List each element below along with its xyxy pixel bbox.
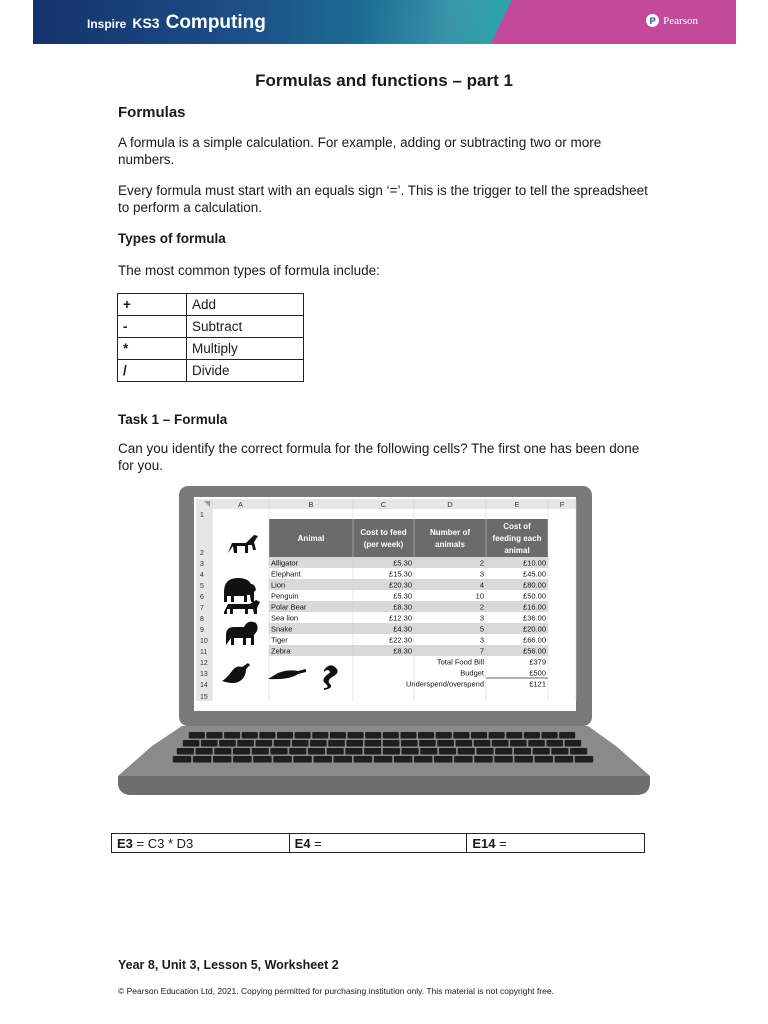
keyboard-key (437, 740, 454, 747)
task-instructions: Can you identify the correct formula for the following cells? The first one has been done for you. (118, 441, 640, 473)
keyboard-key (312, 732, 328, 739)
cost-to-feed: £5.30 (393, 558, 412, 568)
row-number: 6 (200, 594, 204, 601)
keyboard-key (365, 740, 382, 747)
keyboard-key (494, 756, 512, 763)
row-number: 3 (200, 561, 204, 568)
row-number: 8 (200, 616, 204, 623)
keyboard-key (364, 748, 381, 755)
keyboard-key (253, 756, 271, 763)
answers-table (111, 833, 645, 853)
keyboard-key (492, 740, 509, 747)
sheet-header-text: feeding each (492, 534, 542, 543)
row-number: 2 (200, 550, 204, 557)
keyboard-key (256, 740, 273, 747)
keyboard-key (514, 748, 531, 755)
row-number: 13 (200, 671, 208, 678)
keyboard-key (295, 732, 311, 739)
answer-cell-ref: E14 (472, 835, 496, 851)
keyboard-key (402, 748, 419, 755)
copyright-notice: © Pearson Education Ltd, 2021. Copying permitted for purchasing institution only. This material is not copyright free. (118, 986, 554, 996)
keyboard-key (183, 740, 200, 747)
answer-cell-ref: E4 (294, 835, 311, 851)
publisher-name: Pearson (663, 14, 698, 27)
row-number: 4 (200, 572, 204, 579)
keyboard-key (474, 740, 491, 747)
answer-formula: = (310, 835, 322, 851)
feeding-cost: £45.00 (523, 569, 546, 579)
row-number: 10 (200, 638, 208, 645)
types-heading: Types of formula (118, 231, 226, 246)
keyboard-key (189, 732, 205, 739)
animal-name: Snake (271, 624, 293, 634)
keyboard-key (354, 756, 372, 763)
column-letter: D (447, 500, 453, 509)
operator-symbol: / (118, 360, 187, 382)
brand-inspire: Inspire (87, 17, 127, 31)
keyboard-key (533, 748, 550, 755)
operator-symbol: - (118, 316, 187, 338)
keyboard-key (565, 740, 582, 747)
keyboard-key (219, 740, 236, 747)
operator-name: Subtract (187, 316, 304, 338)
keyboard-key (270, 748, 287, 755)
keyboard-key (328, 740, 345, 747)
keyboard-key (555, 756, 573, 763)
answer-cell[interactable] (289, 834, 467, 853)
keyboard-key (546, 740, 563, 747)
keyboard-key (458, 748, 475, 755)
keyboard-key (233, 748, 250, 755)
page-title: Formulas and functions – part 1 (255, 71, 513, 90)
keyboard-key (420, 748, 437, 755)
keyboard-key (394, 756, 412, 763)
keyboard-key (277, 732, 293, 739)
cost-to-feed: £15.30 (389, 569, 412, 579)
sheet-header-text: animal (504, 546, 530, 555)
laptop-illustration (116, 484, 652, 798)
animal-count: 10 (475, 591, 484, 601)
row-number: 5 (200, 583, 204, 590)
laptop-base-edge (118, 776, 650, 795)
banner-pink-panel (491, 0, 736, 44)
table-row (118, 316, 304, 338)
cost-to-feed: £22.30 (389, 635, 412, 645)
keyboard-key (374, 756, 392, 763)
cost-to-feed: £20.30 (389, 580, 412, 590)
keyboard-key (213, 756, 231, 763)
keyboard-key (514, 756, 532, 763)
keyboard-key (293, 756, 311, 763)
animal-count: 3 (479, 635, 484, 645)
total-value: £121 (529, 679, 546, 689)
keyboard-key (346, 740, 363, 747)
keyboard-key (418, 732, 434, 739)
animal-count: 4 (479, 580, 484, 590)
keyboard-key (474, 756, 492, 763)
table-row (118, 338, 304, 360)
animal-name: Zebra (271, 646, 291, 656)
operator-name: Multiply (187, 338, 304, 360)
keyboard-key (489, 732, 505, 739)
operator-symbol: * (118, 338, 187, 360)
answer-formula: = C3 * D3 (132, 835, 194, 851)
table-row (112, 834, 645, 853)
row-number: 15 (200, 694, 208, 701)
keyboard-key (436, 732, 452, 739)
keyboard-key (259, 732, 275, 739)
keyboard-key (252, 748, 269, 755)
keyboard-key (273, 756, 291, 763)
keyboard-key (542, 732, 558, 739)
equals-paragraph: Every formula must start with an equals sign ‘=’. This is the trigger to tell the spreadsheet to perform a calculation. (118, 183, 648, 215)
keyboard-key (570, 748, 587, 755)
sheet-header-text: Cost of (503, 522, 531, 531)
keyboard-key (365, 732, 381, 739)
keyboard-key (456, 740, 473, 747)
keyboard-key (575, 756, 593, 763)
animal-name: Tiger (271, 635, 288, 645)
keyboard-key (330, 732, 346, 739)
keyboard-key (348, 732, 364, 739)
animal-name: Polar Bear (271, 602, 307, 612)
pearson-icon: P (646, 14, 659, 27)
keyboard-key (471, 732, 487, 739)
keyboard-key (201, 740, 218, 747)
keyboard-key (237, 740, 254, 747)
feeding-cost: £20.00 (523, 624, 546, 634)
operator-name: Divide (187, 360, 304, 382)
operator-name: Add (187, 294, 304, 316)
keyboard-key (551, 748, 568, 755)
total-label: Underspend/overspend (406, 679, 484, 689)
column-letter: A (237, 500, 244, 509)
operator-symbol: + (118, 294, 187, 316)
total-value: £500 (529, 668, 546, 678)
keyboard-key (345, 748, 362, 755)
keyboard-key (528, 740, 545, 747)
column-letter: B (308, 500, 314, 509)
animal-name: Sea lion (271, 613, 299, 623)
keyboard-key (383, 732, 399, 739)
feeding-cost: £56.00 (523, 646, 546, 656)
animal-count: 5 (479, 624, 484, 634)
cost-to-feed: £8.30 (393, 602, 412, 612)
keyboard-key (274, 740, 291, 747)
task-heading: Task 1 – Formula (118, 412, 228, 427)
feeding-cost: £80.00 (523, 580, 546, 590)
animal-name: Lion (271, 580, 286, 590)
keyboard-key (506, 732, 522, 739)
column-letter: E (514, 500, 520, 509)
keyboard-key (495, 748, 512, 755)
animal-name: Penguin (271, 591, 299, 601)
table-row (118, 360, 304, 382)
keyboard-key (439, 748, 456, 755)
section-heading: Formulas (118, 104, 186, 121)
keyboard-key (327, 748, 344, 755)
keyboard-key (196, 748, 213, 755)
keyboard-key (476, 748, 493, 755)
operators-table (117, 293, 304, 382)
keyboard-key (559, 732, 575, 739)
feeding-cost: £16.00 (523, 602, 546, 612)
total-label: Total Food Bill (436, 657, 484, 667)
row-number: 12 (200, 660, 208, 667)
keyboard-key (454, 756, 472, 763)
keyboard-key (233, 756, 251, 763)
sheet-header-text: Cost to feed (360, 528, 407, 537)
animal-count: 2 (479, 558, 484, 568)
feeding-cost: £10.00 (523, 558, 546, 568)
keyboard-key (334, 756, 352, 763)
brand-subject: Computing (165, 12, 266, 33)
column-letter: F (559, 500, 565, 509)
animal-name: Elephant (271, 569, 301, 579)
animal-count: 7 (479, 646, 484, 656)
intro-paragraph: A formula is a simple calculation. For example, adding or subtracting two or more numbers. (118, 135, 602, 167)
brand-logo (87, 12, 266, 34)
keyboard-key (173, 756, 191, 763)
cost-to-feed: £4.30 (393, 624, 412, 634)
row-number: 1 (200, 512, 204, 519)
total-value: £379 (529, 657, 546, 667)
keyboard-key (419, 740, 436, 747)
keyboard-key (313, 756, 331, 763)
keyboard-key (400, 732, 416, 739)
keyboard-key (535, 756, 553, 763)
header-banner (33, 0, 736, 44)
sheet-header-text: animals (435, 540, 465, 549)
table-row (118, 294, 304, 316)
sheet-header-text: Number of (430, 528, 470, 537)
keyboard-key (453, 732, 469, 739)
answer-cell[interactable] (467, 834, 645, 853)
keyboard-key (310, 740, 327, 747)
answer-cell[interactable] (112, 834, 290, 853)
keyboard-key (214, 748, 231, 755)
brand-ks: KS3 (132, 15, 160, 31)
keyboard-key (434, 756, 452, 763)
keyboard-key (524, 732, 540, 739)
keyboard-key (177, 748, 194, 755)
animal-count: 3 (479, 613, 484, 623)
sheet-header-text: Animal (297, 534, 325, 543)
feeding-cost: £50.00 (523, 591, 546, 601)
animal-count: 3 (479, 569, 484, 579)
keyboard-key (289, 748, 306, 755)
animal-name: Alligator (271, 558, 299, 568)
row-number: 11 (200, 649, 208, 656)
answer-cell-ref: E3 (117, 835, 133, 851)
keyboard-key (292, 740, 309, 747)
feeding-cost: £66.00 (523, 635, 546, 645)
keyboard-key (401, 740, 418, 747)
cost-to-feed: £12.30 (389, 613, 412, 623)
types-intro: The most common types of formula include: (118, 263, 380, 278)
lesson-reference: Year 8, Unit 3, Lesson 5, Worksheet 2 (118, 958, 339, 972)
keyboard-key (510, 740, 527, 747)
feeding-cost: £36.00 (523, 613, 546, 623)
publisher-logo (646, 14, 698, 27)
row-number: 14 (200, 682, 208, 689)
keyboard-key (242, 732, 258, 739)
total-label: Budget (460, 668, 484, 678)
cost-to-feed: £5.30 (393, 591, 412, 601)
row-number: 9 (200, 627, 204, 634)
keyboard-key (383, 740, 400, 747)
animal-count: 2 (479, 602, 484, 612)
answer-formula: = (495, 835, 507, 851)
keyboard-key (414, 756, 432, 763)
row-number: 7 (200, 605, 204, 612)
sheet-header-text: (per week) (363, 540, 404, 549)
keyboard-key (224, 732, 240, 739)
column-letter: C (380, 500, 387, 509)
keyboard-key (206, 732, 222, 739)
keyboard-key (308, 748, 325, 755)
keyboard-key (193, 756, 211, 763)
cost-to-feed: £8.30 (393, 646, 412, 656)
keyboard-key (383, 748, 400, 755)
